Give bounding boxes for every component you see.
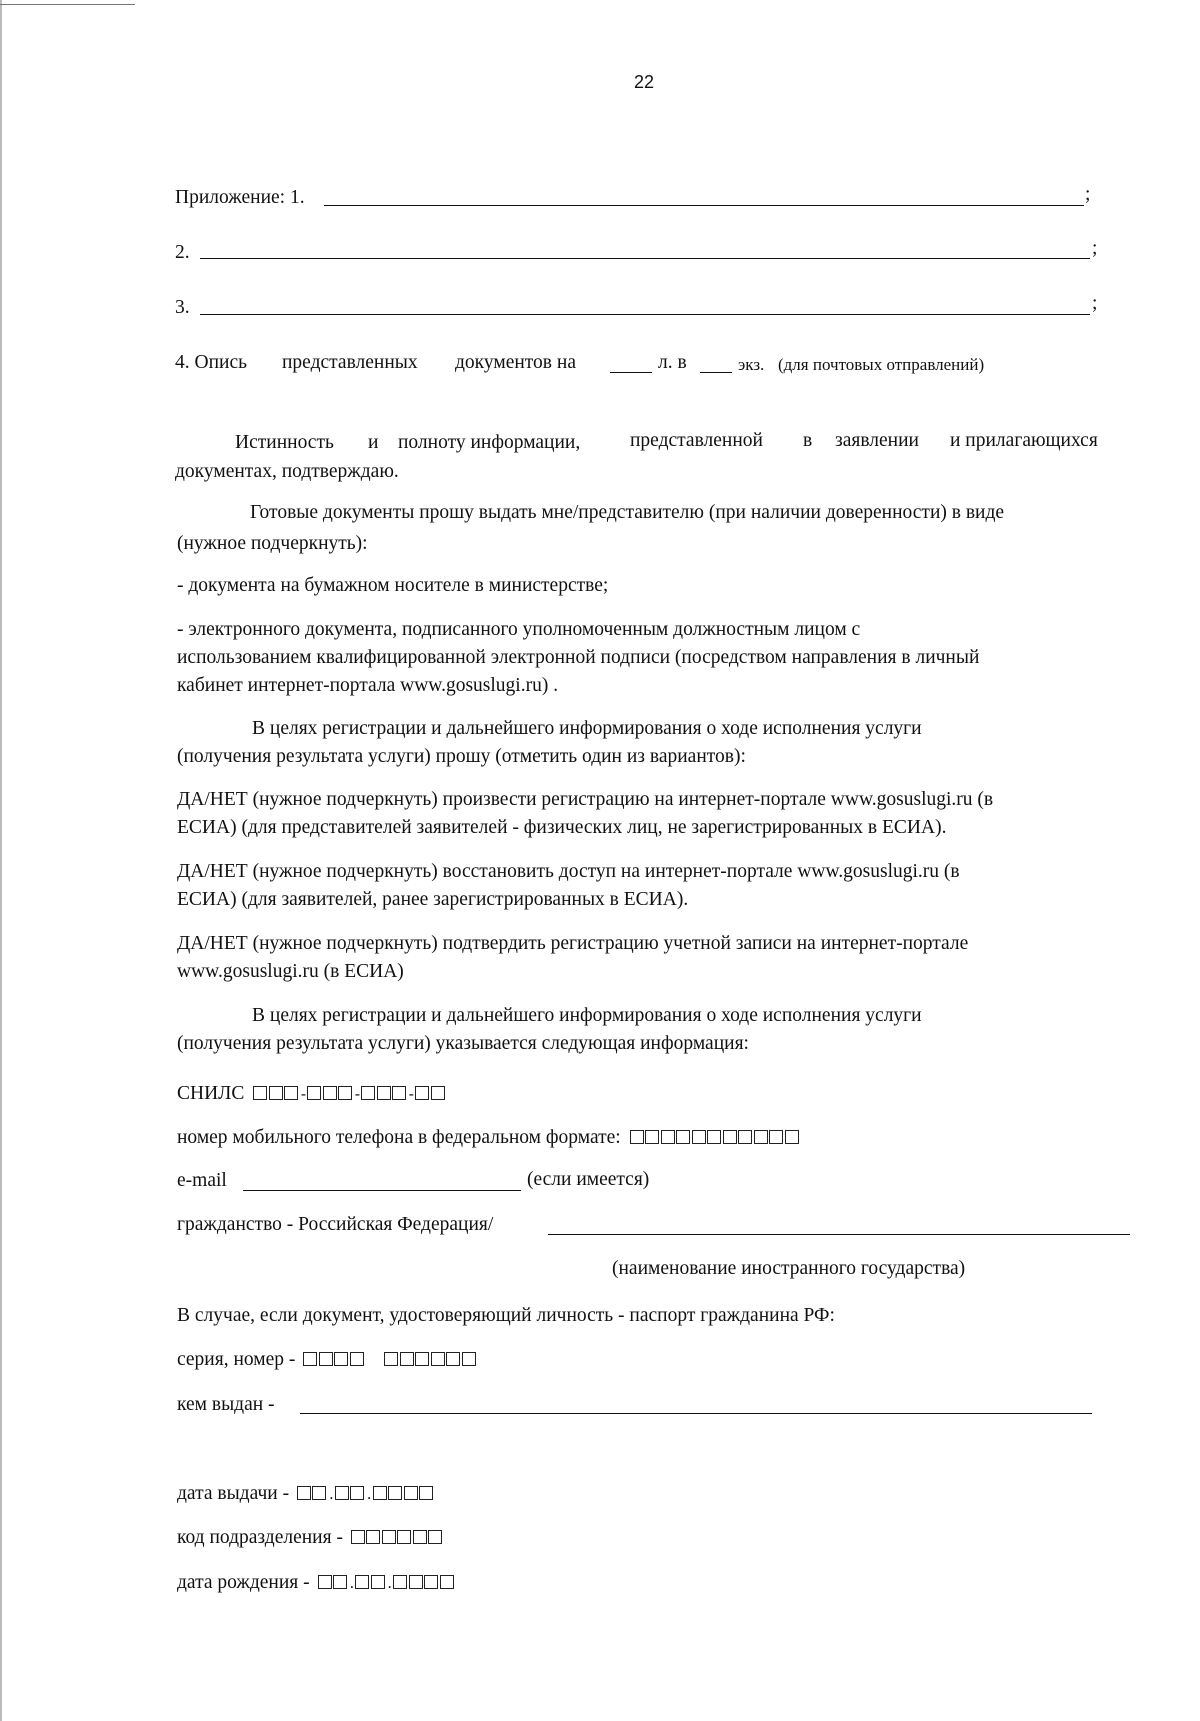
birth-date-input[interactable] bbox=[318, 1574, 456, 1592]
digit-box[interactable] bbox=[334, 1352, 348, 1366]
attachment-1-terminator: ; bbox=[1085, 184, 1091, 205]
digit-box[interactable] bbox=[323, 1086, 337, 1100]
ready-docs-line-2: (нужное подчеркнуть): bbox=[177, 533, 368, 554]
truth-word-4: представленной bbox=[630, 430, 763, 451]
digit-box[interactable] bbox=[350, 1486, 364, 1500]
digit-box[interactable] bbox=[303, 1352, 317, 1366]
digit-box[interactable] bbox=[769, 1130, 783, 1144]
digit-box[interactable] bbox=[297, 1486, 311, 1500]
citizenship-label: гражданство - Российская Федерация/ bbox=[177, 1214, 494, 1235]
inventory-prefix: 4. Опись bbox=[175, 352, 248, 373]
ready-docs-line-1: Готовые документы прошу выдать мне/представителю (при наличии доверенности) в виде bbox=[250, 502, 1005, 523]
digit-box[interactable] bbox=[431, 1352, 445, 1366]
truth-word-3: полноту информации, bbox=[398, 432, 581, 453]
digit-box[interactable] bbox=[785, 1130, 799, 1144]
yes-no-register-line-1[interactable]: ДА/НЕТ (нужное подчеркнуть) произвести регистрацию на интернет-портале www.gosuslugi.ru (в bbox=[177, 789, 994, 810]
birth-date-row bbox=[177, 1570, 455, 1596]
digit-box[interactable] bbox=[692, 1130, 706, 1144]
digit-box[interactable] bbox=[333, 1575, 347, 1589]
phone-input[interactable] bbox=[630, 1129, 801, 1147]
series-number-label: серия, номер - bbox=[177, 1349, 296, 1370]
inventory-copies-label: экз. bbox=[738, 355, 765, 374]
issue-date-input[interactable] bbox=[297, 1485, 435, 1503]
digit-box[interactable] bbox=[351, 1530, 365, 1544]
passport-series-row bbox=[177, 1347, 477, 1373]
citizenship-caption: (наименование иностранного государства) bbox=[612, 1258, 966, 1279]
inventory-word-documents: документов на bbox=[455, 352, 576, 373]
digit-box[interactable] bbox=[754, 1130, 768, 1144]
issue-date-label: дата выдачи - bbox=[177, 1483, 290, 1504]
phone-label: номер мобильного телефона в федеральном формате: bbox=[177, 1127, 621, 1148]
digit-box[interactable] bbox=[723, 1130, 737, 1144]
digit-box[interactable] bbox=[676, 1130, 690, 1144]
digit-box[interactable] bbox=[373, 1486, 387, 1500]
digit-box[interactable] bbox=[630, 1130, 644, 1144]
digit-box[interactable] bbox=[397, 1530, 411, 1544]
date-dot: . bbox=[366, 1485, 372, 1503]
registration-line-2: (получения результата услуги) прошу (отметить один из вариантов): bbox=[177, 746, 746, 767]
digit-box[interactable] bbox=[284, 1086, 298, 1100]
digit-box[interactable] bbox=[393, 1575, 407, 1589]
attachment-3-terminator: ; bbox=[1092, 293, 1098, 314]
snils-dash: - bbox=[408, 1085, 415, 1103]
digit-box[interactable] bbox=[388, 1486, 402, 1500]
digit-box[interactable] bbox=[645, 1130, 659, 1144]
digit-box[interactable] bbox=[424, 1575, 438, 1589]
attachment-label: Приложение: 1. bbox=[175, 187, 305, 208]
digit-box[interactable] bbox=[355, 1575, 369, 1589]
issued-by-label: кем выдан - bbox=[177, 1394, 275, 1415]
truth-word-1: Истинность bbox=[235, 432, 334, 453]
division-code-label: код подразделения - bbox=[177, 1527, 343, 1548]
option-electronic-line-2: использованием квалифицированной электронной подписи (посредством направления в личный bbox=[177, 647, 980, 668]
scan-corner-line bbox=[0, 4, 135, 5]
digit-box[interactable] bbox=[382, 1530, 396, 1544]
passport-intro: В случае, если документ, удостоверяющий личность - паспорт гражданина РФ: bbox=[177, 1305, 835, 1326]
phone-row bbox=[177, 1125, 800, 1151]
digit-box[interactable] bbox=[384, 1352, 398, 1366]
digit-box[interactable] bbox=[319, 1352, 333, 1366]
digit-box[interactable] bbox=[392, 1086, 406, 1100]
attachment-2-number: 2. bbox=[175, 242, 190, 263]
date-dot: . bbox=[349, 1574, 355, 1592]
digit-box[interactable] bbox=[404, 1486, 418, 1500]
digit-box[interactable] bbox=[318, 1575, 332, 1589]
email-suffix: (если имеется) bbox=[527, 1169, 650, 1190]
passport-number-input[interactable] bbox=[384, 1351, 477, 1369]
digit-box[interactable] bbox=[431, 1086, 445, 1100]
digit-box[interactable] bbox=[428, 1530, 442, 1544]
digit-box[interactable] bbox=[415, 1086, 429, 1100]
digit-box[interactable] bbox=[413, 1530, 427, 1544]
option-electronic-line-3: кабинет интернет-портала www.gosuslugi.ru) . bbox=[177, 675, 559, 696]
digit-box[interactable] bbox=[738, 1130, 752, 1144]
digit-box[interactable] bbox=[409, 1575, 423, 1589]
digit-box[interactable] bbox=[253, 1086, 267, 1100]
attachment-2-field[interactable] bbox=[200, 258, 1090, 259]
digit-box[interactable] bbox=[361, 1086, 375, 1100]
truth-word-7: и прилагающихся bbox=[950, 430, 1098, 451]
division-code-input[interactable] bbox=[351, 1529, 444, 1547]
issued-by-field[interactable] bbox=[300, 1413, 1092, 1414]
option-electronic-line-1[interactable]: - электронного документа, подписанного уполномоченным должностным лицом с bbox=[177, 619, 861, 640]
digit-box[interactable] bbox=[415, 1352, 429, 1366]
yes-no-restore-line-2: ЕСИА) (для заявителей, ранее зарегистрированных в ЕСИА). bbox=[177, 889, 689, 910]
digit-box[interactable] bbox=[419, 1486, 433, 1500]
yes-no-confirm-line-1[interactable]: ДА/НЕТ (нужное подчеркнуть) подтвердить регистрацию учетной записи на интернет-портале bbox=[177, 933, 969, 954]
yes-no-restore-line-1[interactable]: ДА/НЕТ (нужное подчеркнуть) восстановить доступ на интернет-портале www.gosuslugi.ru (в bbox=[177, 861, 960, 882]
attachment-1-field[interactable] bbox=[324, 205, 1084, 206]
yes-no-confirm-line-2: www.gosuslugi.ru (в ЕСИА) bbox=[177, 961, 404, 982]
inventory-sheets-field[interactable] bbox=[610, 372, 652, 373]
email-field[interactable] bbox=[243, 1190, 521, 1191]
digit-box[interactable] bbox=[366, 1530, 380, 1544]
info-line-2: (получения результата услуги) указывается следующая информация: bbox=[177, 1033, 749, 1054]
inventory-copies-field[interactable] bbox=[700, 372, 732, 373]
issue-date-row bbox=[177, 1481, 435, 1507]
digit-box[interactable] bbox=[707, 1130, 721, 1144]
inventory-note: (для почтовых отправлений) bbox=[778, 355, 985, 374]
truth-word-6: заявлении bbox=[835, 430, 919, 451]
digit-box[interactable] bbox=[377, 1086, 391, 1100]
truth-line-2: документах, подтверждаю. bbox=[175, 461, 399, 482]
registration-line-1: В целях регистрации и дальнейшего информирования о ходе исполнения услуги bbox=[252, 718, 922, 739]
email-label: e-mail bbox=[177, 1170, 227, 1191]
digit-box[interactable] bbox=[312, 1486, 326, 1500]
passport-series-input[interactable] bbox=[303, 1351, 370, 1369]
digit-box[interactable] bbox=[269, 1086, 283, 1100]
option-paper[interactable]: - документа на бумажном носителе в министерстве; bbox=[177, 575, 609, 596]
attachment-3-field[interactable] bbox=[200, 314, 1090, 315]
digit-box[interactable] bbox=[446, 1352, 460, 1366]
inventory-sheets-label: л. в bbox=[658, 352, 687, 373]
date-dot: . bbox=[387, 1574, 393, 1592]
digit-box[interactable] bbox=[307, 1086, 321, 1100]
division-code-row bbox=[177, 1525, 444, 1551]
snils-label: СНИЛС bbox=[177, 1083, 245, 1104]
inventory-word-represented: представленных bbox=[282, 352, 418, 373]
digit-box[interactable] bbox=[462, 1352, 476, 1366]
attachment-2-terminator: ; bbox=[1092, 238, 1098, 259]
snils-dash: - bbox=[354, 1085, 361, 1103]
truth-word-5: в bbox=[803, 430, 813, 451]
digit-box[interactable] bbox=[400, 1352, 414, 1366]
birth-date-label: дата рождения - bbox=[177, 1572, 310, 1593]
truth-word-2: и bbox=[368, 432, 379, 453]
info-line-1: В целях регистрации и дальнейшего информирования о ходе исполнения услуги bbox=[252, 1005, 922, 1026]
page-number: 22 bbox=[634, 72, 655, 92]
snils-row bbox=[177, 1081, 446, 1107]
snils-dash: - bbox=[300, 1085, 307, 1103]
citizenship-field[interactable] bbox=[548, 1234, 1130, 1235]
digit-box[interactable] bbox=[440, 1575, 454, 1589]
digit-box[interactable] bbox=[335, 1486, 349, 1500]
digit-box[interactable] bbox=[338, 1086, 352, 1100]
digit-box[interactable] bbox=[661, 1130, 675, 1144]
digit-box[interactable] bbox=[350, 1352, 364, 1366]
attachment-3-number: 3. bbox=[175, 297, 190, 318]
scan-edge bbox=[0, 0, 2, 1721]
digit-box[interactable] bbox=[371, 1575, 385, 1589]
yes-no-register-line-2: ЕСИА) (для представителей заявителей - физических лиц, не зарегистрированных в ЕСИА). bbox=[177, 817, 947, 838]
date-dot: . bbox=[328, 1485, 334, 1503]
snils-input[interactable] bbox=[253, 1085, 446, 1103]
